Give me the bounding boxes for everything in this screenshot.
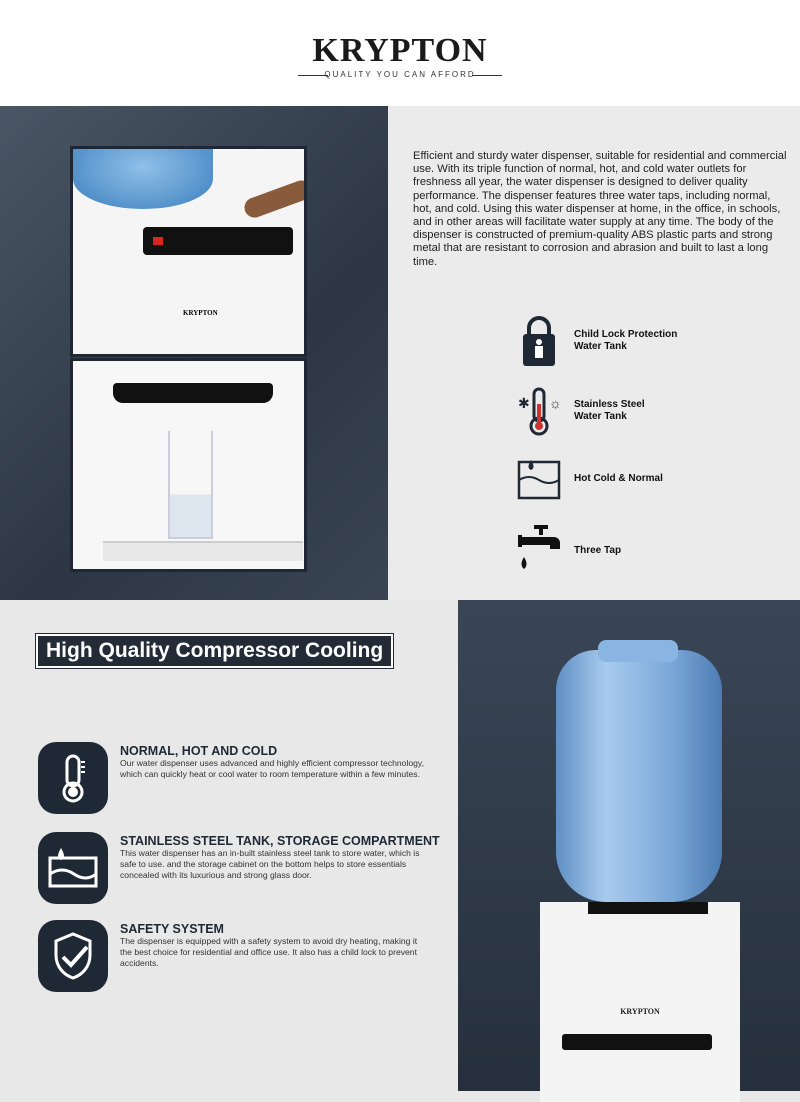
feature-three-tap: Three Tap (516, 528, 621, 574)
thermometer-icon (38, 742, 108, 814)
benefit-normal-hot-cold: NORMAL, HOT AND COLD Our water dispenser uses advanced and highly efficient compressor technology, which can quickly heat or cool water to room temperature within a few minutes. (38, 742, 430, 814)
tap-icon (516, 528, 562, 574)
shield-check-icon (38, 920, 108, 992)
brand-logo: KRYPTON (312, 32, 488, 69)
product-photo-panel (458, 600, 800, 1091)
benefit-stainless-tank: STAINLESS STEEL TANK, STORAGE COMPARTMENT This water dispenser has an in-built stainless steel tank to store water, which is safe to use. and the storage cabinet on the bottom helps to store essentials concealed with its luxurious and strong glass door. (38, 832, 440, 904)
svg-text:☼: ☼ (549, 395, 562, 411)
dispenser-top-photo: KRYPTON (70, 146, 307, 357)
child-lock-icon (516, 318, 562, 364)
cooling-banner: High Quality Compressor Cooling (36, 634, 393, 668)
thermometer-icon (516, 388, 562, 434)
dispenser-body (540, 902, 740, 1102)
water-bottle (556, 650, 722, 902)
dispenser-taps-photo (70, 358, 307, 572)
product-brand-label: KRYPTON (620, 1007, 660, 1016)
feature-stainless-steel: ✱ ☼ Stainless Steel Water Tank (516, 388, 664, 434)
product-description: Efficient and sturdy water dispenser, suitable for residential and commercial use. With its triple function of normal, hot, and cold water outlets for freshness all year, the water dispenser is designed to deliver quality performance. The dispenser features three water taps, including normal, hot, and cold. Using this water dispenser at home, in the office, in schools, and in other areas will facilitate water supply at any time. The body of the dispenser is constructed of premium-quality ABS plastic parts and strong metal that are resistant to corrosion and abrasion and built to last a long time. (413, 150, 787, 268)
water-tank-icon (516, 456, 562, 502)
feature-hot-cold-normal: Hot Cold & Normal (516, 456, 663, 502)
feature-child-lock: Child Lock Protection Water Tank (516, 318, 704, 364)
tank-icon (38, 832, 108, 904)
benefit-safety-system: SAFETY SYSTEM The dispenser is equipped with a safety system to avoid dry heating, making it the best choice for residential and office use. It also has a child lock to prevent accidents. (38, 920, 430, 992)
header (0, 0, 800, 106)
brand-tagline: QUALITY YOU CAN AFFORD (0, 70, 800, 79)
svg-text:✱: ✱ (518, 395, 530, 411)
